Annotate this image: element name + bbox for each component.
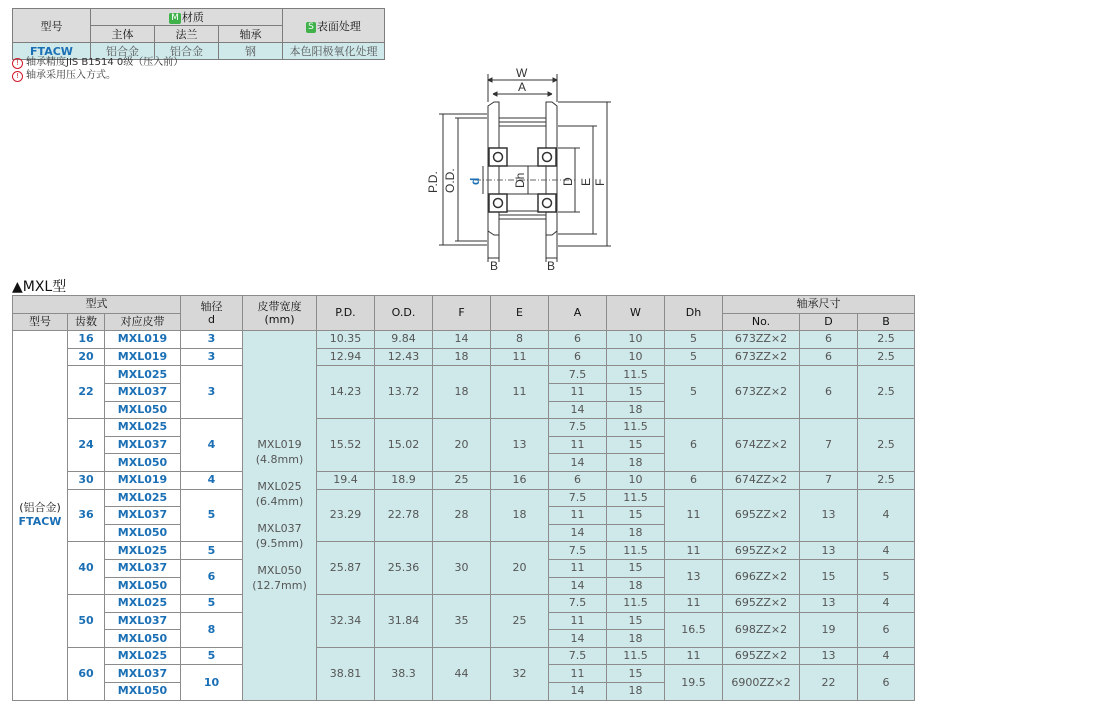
w-cell: 18 — [607, 401, 665, 419]
teeth-cell: 60 — [68, 647, 105, 700]
w-cell: 15 — [607, 665, 665, 683]
header-od: O.D. — [375, 296, 433, 331]
od-cell: 31.84 — [375, 595, 433, 648]
teeth-cell: 50 — [68, 595, 105, 648]
dh-cell: 6 — [665, 471, 723, 489]
label-A: A — [518, 80, 527, 94]
belt-cell: MXL019 — [105, 331, 181, 349]
w-cell: 11.5 — [607, 366, 665, 384]
table-row — [13, 471, 915, 489]
belt-cell: MXL037 — [105, 436, 181, 454]
teeth-cell: 40 — [68, 542, 105, 595]
note-item — [12, 69, 183, 82]
a-cell: 11 — [549, 436, 607, 454]
header-a: A — [549, 296, 607, 331]
table-row — [13, 331, 915, 349]
material-header-model: 型号 — [13, 9, 91, 43]
f-cell: 28 — [433, 489, 491, 542]
bearing-B-cell: 6 — [858, 665, 915, 700]
bearing-no-cell: 695ZZ×2 — [723, 542, 800, 560]
header-no: No. — [723, 313, 800, 331]
bearing-D-cell: 13 — [800, 647, 858, 665]
od-cell: 9.84 — [375, 331, 433, 349]
header-type-group: 型式 — [13, 296, 181, 314]
header-w: W — [607, 296, 665, 331]
belt-cell: MXL025 — [105, 542, 181, 560]
belt-cell: MXL025 — [105, 595, 181, 613]
table-row — [13, 595, 915, 613]
bearing-no-cell: 695ZZ×2 — [723, 647, 800, 665]
bearing-no-cell: 698ZZ×2 — [723, 612, 800, 647]
label-PD: P.D. — [426, 171, 440, 193]
table-row — [13, 647, 915, 665]
material-header-label: 材质 — [181, 11, 204, 24]
belt-cell: MXL037 — [105, 383, 181, 401]
w-cell: 11.5 — [607, 647, 665, 665]
a-cell: 7.5 — [549, 366, 607, 384]
belt-cell: MXL019 — [105, 348, 181, 366]
belt-cell: MXL019 — [105, 471, 181, 489]
bearing-B-cell: 4 — [858, 489, 915, 542]
w-cell: 18 — [607, 524, 665, 542]
w-cell: 10 — [607, 331, 665, 349]
header-bearing-group: 轴承尺寸 — [723, 296, 915, 314]
belt-width-line: (9.5mm) — [255, 537, 304, 551]
label-Dh: Dh — [513, 172, 527, 188]
bearing-no-cell: 673ZZ×2 — [723, 366, 800, 419]
bearing-no-cell: 695ZZ×2 — [723, 595, 800, 613]
w-cell: 15 — [607, 507, 665, 525]
note-text: 轴承精度JIS B1514 0级（压入前） — [26, 57, 184, 68]
bearing-B-cell: 4 — [858, 595, 915, 613]
note-item — [12, 56, 183, 69]
a-cell: 11 — [549, 507, 607, 525]
w-cell: 11.5 — [607, 595, 665, 613]
pd-cell: 15.52 — [317, 419, 375, 472]
bearing-B-cell: 2.5 — [858, 348, 915, 366]
belt-cell: MXL025 — [105, 419, 181, 437]
header-teeth: 齿数 — [68, 313, 105, 331]
belt-cell: MXL050 — [105, 577, 181, 595]
teeth-cell: 36 — [68, 489, 105, 542]
dh-cell: 5 — [665, 348, 723, 366]
f-cell: 25 — [433, 471, 491, 489]
a-cell: 7.5 — [549, 647, 607, 665]
e-cell: 8 — [491, 331, 549, 349]
e-cell: 11 — [491, 348, 549, 366]
w-cell: 11.5 — [607, 542, 665, 560]
belt-cell: MXL025 — [105, 366, 181, 384]
belt-width-cell — [243, 331, 317, 700]
pd-cell: 14.23 — [317, 366, 375, 419]
od-cell: 12.43 — [375, 348, 433, 366]
bearing-B-cell: 5 — [858, 559, 915, 594]
bearing-no-cell: 6900ZZ×2 — [723, 665, 800, 700]
w-cell: 15 — [607, 612, 665, 630]
od-cell: 18.9 — [375, 471, 433, 489]
spec-table-body — [13, 331, 915, 700]
pd-cell: 25.87 — [317, 542, 375, 595]
belt-width-line: MXL025 — [257, 480, 302, 494]
w-cell: 15 — [607, 436, 665, 454]
bore-cell: 3 — [181, 348, 243, 366]
pd-cell: 19.4 — [317, 471, 375, 489]
f-cell: 35 — [433, 595, 491, 648]
info-icon: ! — [12, 58, 23, 69]
spec-table — [12, 295, 915, 701]
bearing-B-cell: 2.5 — [858, 331, 915, 349]
bearing-D-cell: 13 — [800, 489, 858, 542]
e-cell: 25 — [491, 595, 549, 648]
bore-cell: 10 — [181, 665, 243, 700]
belt-cell: MXL037 — [105, 665, 181, 683]
bearing-B-cell: 2.5 — [858, 419, 915, 472]
a-cell: 14 — [549, 401, 607, 419]
a-cell: 7.5 — [549, 489, 607, 507]
dh-cell: 19.5 — [665, 665, 723, 700]
label-B-left: B — [490, 259, 499, 273]
bore-cell: 5 — [181, 647, 243, 665]
bearing-D-cell: 19 — [800, 612, 858, 647]
material-header-material — [91, 9, 283, 26]
header-belt: 对应皮带 — [105, 313, 181, 331]
table-row — [13, 348, 915, 366]
pd-cell: 38.81 — [317, 647, 375, 700]
a-cell: 11 — [549, 383, 607, 401]
belt-width-line: (6.4mm) — [255, 495, 304, 509]
f-cell: 20 — [433, 419, 491, 472]
a-cell: 6 — [549, 348, 607, 366]
f-cell: 18 — [433, 366, 491, 419]
a-cell: 14 — [549, 454, 607, 472]
belt-cell: MXL050 — [105, 401, 181, 419]
belt-width-line: MXL019 — [257, 438, 302, 452]
od-cell: 15.02 — [375, 419, 433, 472]
e-cell: 11 — [491, 366, 549, 419]
header-e: E — [491, 296, 549, 331]
bearing-B-cell: 6 — [858, 612, 915, 647]
model-label-material: (铝合金) — [19, 501, 61, 515]
od-cell: 38.3 — [375, 647, 433, 700]
bearing-no-cell: 674ZZ×2 — [723, 471, 800, 489]
w-cell: 18 — [607, 683, 665, 701]
bearing-D-cell: 7 — [800, 471, 858, 489]
w-cell: 18 — [607, 577, 665, 595]
bearing-D-cell: 6 — [800, 331, 858, 349]
belt-cell: MXL050 — [105, 454, 181, 472]
a-cell: 7.5 — [549, 595, 607, 613]
surface-header-label: 表面处理 — [316, 19, 361, 33]
model-label-code: FTACW — [18, 515, 62, 529]
bore-cell: 5 — [181, 595, 243, 613]
bearing-no-cell: 695ZZ×2 — [723, 489, 800, 542]
header-model: 型号 — [13, 313, 68, 331]
notes — [12, 56, 183, 82]
pd-cell: 10.35 — [317, 331, 375, 349]
bearing-no-cell: 673ZZ×2 — [723, 348, 800, 366]
material-badge-icon: M — [171, 13, 179, 23]
info-icon: ! — [12, 71, 23, 82]
bearing-D-cell: 6 — [800, 348, 858, 366]
w-cell: 15 — [607, 559, 665, 577]
belt-width-line: (4.8mm) — [255, 453, 304, 467]
a-cell: 11 — [549, 612, 607, 630]
w-cell: 11.5 — [607, 489, 665, 507]
bore-cell: 4 — [181, 419, 243, 472]
w-cell: 10 — [607, 471, 665, 489]
material-flange: 铝合金 — [155, 43, 219, 60]
teeth-cell: 16 — [68, 331, 105, 349]
label-OD: O.D. — [443, 168, 457, 193]
belt-width-line: MXL050 — [257, 564, 302, 578]
od-cell: 22.78 — [375, 489, 433, 542]
bore-cell: 3 — [181, 331, 243, 349]
dh-cell: 5 — [665, 366, 723, 419]
belt-cell: MXL025 — [105, 647, 181, 665]
note-text: 轴承采用压入方式。 — [26, 70, 116, 81]
material-header-surface — [283, 9, 385, 43]
bearing-B-cell: 2.5 — [858, 471, 915, 489]
bore-cell: 6 — [181, 559, 243, 594]
e-cell: 13 — [491, 419, 549, 472]
material-table — [12, 8, 385, 60]
bearing-D-cell: 22 — [800, 665, 858, 700]
bearing-D-cell: 7 — [800, 419, 858, 472]
w-cell: 15 — [607, 383, 665, 401]
e-cell: 20 — [491, 542, 549, 595]
pd-cell: 32.34 — [317, 595, 375, 648]
surface-badge-icon: S — [308, 21, 314, 32]
bearing-D-cell: 13 — [800, 542, 858, 560]
dh-cell: 11 — [665, 595, 723, 613]
w-cell: 18 — [607, 454, 665, 472]
f-cell: 44 — [433, 647, 491, 700]
bearing-D-cell: 6 — [800, 366, 858, 419]
a-cell: 14 — [549, 524, 607, 542]
header-pd: P.D. — [317, 296, 375, 331]
bore-cell: 4 — [181, 471, 243, 489]
dh-cell: 13 — [665, 559, 723, 594]
material-header-body: 主体 — [91, 26, 155, 43]
bearing-no-cell: 674ZZ×2 — [723, 419, 800, 472]
w-cell: 10 — [607, 348, 665, 366]
label-B-right: B — [547, 259, 556, 273]
a-cell: 11 — [549, 665, 607, 683]
material-bearing: 钢 — [219, 43, 283, 60]
a-cell: 11 — [549, 559, 607, 577]
bore-cell: 3 — [181, 366, 243, 419]
a-cell: 14 — [549, 683, 607, 701]
dh-cell: 11 — [665, 542, 723, 560]
a-cell: 14 — [549, 577, 607, 595]
f-cell: 14 — [433, 331, 491, 349]
material-header-flange: 法兰 — [155, 26, 219, 43]
header-B: B — [858, 313, 915, 331]
f-cell: 18 — [433, 348, 491, 366]
belt-cell: MXL037 — [105, 507, 181, 525]
header-f: F — [433, 296, 491, 331]
belt-cell: MXL050 — [105, 683, 181, 701]
material-header-bearing: 轴承 — [219, 26, 283, 43]
dh-cell: 11 — [665, 489, 723, 542]
a-cell: 6 — [549, 331, 607, 349]
bearing-D-cell: 13 — [800, 595, 858, 613]
belt-width-line: (12.7mm) — [252, 579, 307, 593]
header-D: D — [800, 313, 858, 331]
pd-cell: 12.94 — [317, 348, 375, 366]
e-cell: 18 — [491, 489, 549, 542]
od-cell: 13.72 — [375, 366, 433, 419]
header-bore: 轴径 d — [181, 296, 243, 331]
bearing-no-cell: 696ZZ×2 — [723, 559, 800, 594]
bore-cell: 8 — [181, 612, 243, 647]
table-row — [13, 419, 915, 437]
w-cell: 18 — [607, 630, 665, 648]
table-row — [13, 366, 915, 384]
table-row — [13, 489, 915, 507]
belt-cell: MXL037 — [105, 612, 181, 630]
label-E: E — [579, 177, 593, 186]
e-cell: 32 — [491, 647, 549, 700]
bearing-D-cell: 15 — [800, 559, 858, 594]
dh-cell: 5 — [665, 331, 723, 349]
pulley-drawing — [415, 62, 625, 274]
bore-cell: 5 — [181, 489, 243, 542]
w-cell: 11.5 — [607, 419, 665, 437]
label-d: d — [468, 177, 482, 185]
table-row — [13, 542, 915, 560]
dh-cell: 16.5 — [665, 612, 723, 647]
od-cell: 25.36 — [375, 542, 433, 595]
bearing-B-cell: 4 — [858, 542, 915, 560]
teeth-cell: 22 — [68, 366, 105, 419]
f-cell: 30 — [433, 542, 491, 595]
label-D: D — [561, 177, 575, 186]
section-title: ▲MXL型 — [12, 279, 67, 295]
header-dh: Dh — [665, 296, 723, 331]
label-F: F — [593, 178, 607, 186]
dh-cell: 6 — [665, 419, 723, 472]
bore-cell: 5 — [181, 542, 243, 560]
teeth-cell: 20 — [68, 348, 105, 366]
material-model: FTACW — [13, 43, 91, 60]
teeth-cell: 24 — [68, 419, 105, 472]
material-surface: 本色阳极氧化处理 — [283, 43, 385, 60]
a-cell: 6 — [549, 471, 607, 489]
label-W: W — [516, 66, 528, 80]
header-belt-width: 皮带宽度 (mm) — [243, 296, 317, 331]
a-cell: 14 — [549, 630, 607, 648]
belt-width-line: MXL037 — [257, 522, 302, 536]
belt-cell: MXL025 — [105, 489, 181, 507]
pd-cell: 23.29 — [317, 489, 375, 542]
belt-cell: MXL050 — [105, 524, 181, 542]
bearing-no-cell: 673ZZ×2 — [723, 331, 800, 349]
material-body: 铝合金 — [91, 43, 155, 60]
teeth-cell: 30 — [68, 471, 105, 489]
dh-cell: 11 — [665, 647, 723, 665]
bearing-B-cell: 2.5 — [858, 366, 915, 419]
a-cell: 7.5 — [549, 419, 607, 437]
belt-cell: MXL037 — [105, 559, 181, 577]
bearing-B-cell: 4 — [858, 647, 915, 665]
e-cell: 16 — [491, 471, 549, 489]
belt-cell: MXL050 — [105, 630, 181, 648]
model-cell — [13, 331, 68, 700]
a-cell: 7.5 — [549, 542, 607, 560]
